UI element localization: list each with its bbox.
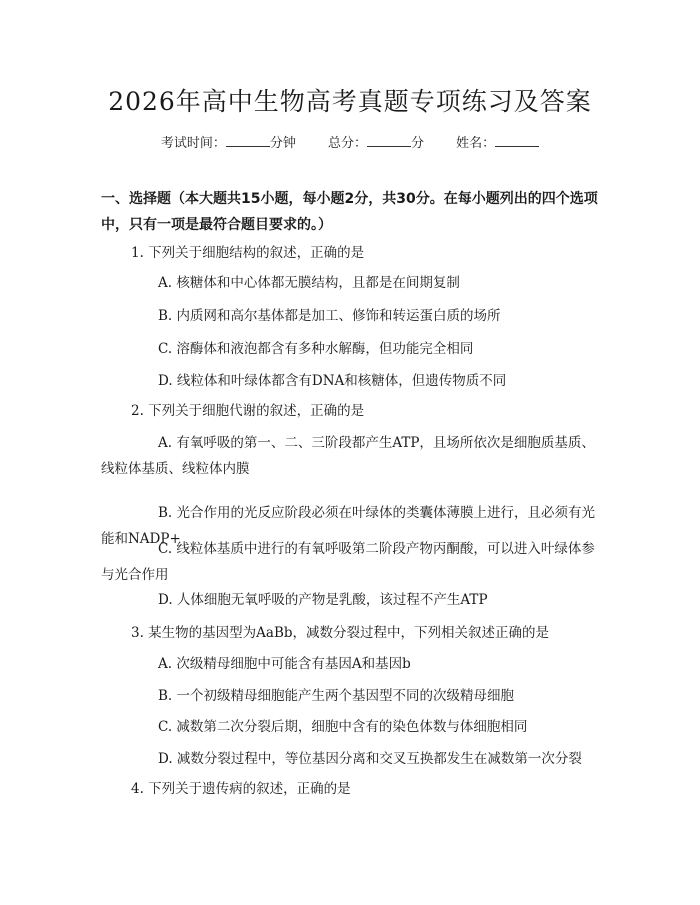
section-heading: 一、选择题（本大题共15小题，每小题2分，共30分。在每小题列出的四个选项中，只有一项是最符合题目要求的。）	[101, 191, 598, 233]
question-option: A. 核糖体和中心体都无膜结构，且都是在间期复制	[158, 275, 460, 291]
question-stem: 3. 某生物的基因型为AaBb，减数分裂过程中，下列相关叙述正确的是	[131, 625, 550, 641]
name-field	[456, 136, 539, 151]
question-option: B. 内质网和高尔基体都是加工、修饰和转运蛋白质的场所	[158, 308, 501, 324]
question-option: B. 一个初级精母细胞能产生两个基因型不同的次级精母细胞	[158, 688, 515, 704]
question-option: C. 减数第二次分裂后期，细胞中含有的染色体数与体细胞相同	[158, 719, 528, 735]
time-unit: 分钟	[269, 136, 296, 151]
name-blank	[495, 134, 539, 147]
question-option: D. 线粒体和叶绿体都含有DNA和核糖体，但遗传物质不同	[158, 373, 507, 389]
question-option: A. 有氧呼吸的第一、二、三阶段都产生ATP，且场所依次是细胞质基质、线粒体基质、线粒体内膜	[101, 435, 595, 477]
question-option: D. 减数分裂过程中，等位基因分离和交叉互换都发生在减数第一次分裂	[158, 751, 582, 767]
page-title: 2026年高中生物高考真题专项练习及答案	[108, 87, 592, 116]
question-stem: 2. 下列关于细胞代谢的叙述，正确的是	[131, 403, 365, 419]
question-option: C. 溶酶体和液泡都含有多种水解酶，但功能完全相同	[158, 341, 474, 357]
name-label: 姓名：	[456, 136, 496, 151]
score-unit: 分	[411, 136, 425, 151]
score-field	[328, 136, 428, 151]
question-option: D. 人体细胞无氧呼吸的产物是乳酸，该过程不产生ATP	[158, 592, 488, 608]
question-stem: 1. 下列关于细胞结构的叙述，正确的是	[131, 245, 365, 261]
question-option: C. 线粒体基质中进行的有氧呼吸第二阶段产物丙酮酸，可以进入叶绿体参与光合作用	[101, 541, 595, 583]
time-label: 考试时间：	[160, 136, 226, 151]
question-stem: 4. 下列关于遗传病的叙述，正确的是	[131, 781, 351, 797]
question-option: A. 次级精母细胞中可能含有基因A和基因b	[158, 656, 411, 672]
score-blank	[367, 134, 411, 147]
question-option: B. 光合作用的光反应阶段必须在叶绿体的类囊体薄膜上进行，且必须有光能和NADP+	[101, 505, 596, 547]
time-field	[161, 136, 300, 151]
exam-meta	[0, 132, 700, 151]
score-label: 总分：	[327, 136, 367, 151]
time-blank	[226, 134, 270, 147]
